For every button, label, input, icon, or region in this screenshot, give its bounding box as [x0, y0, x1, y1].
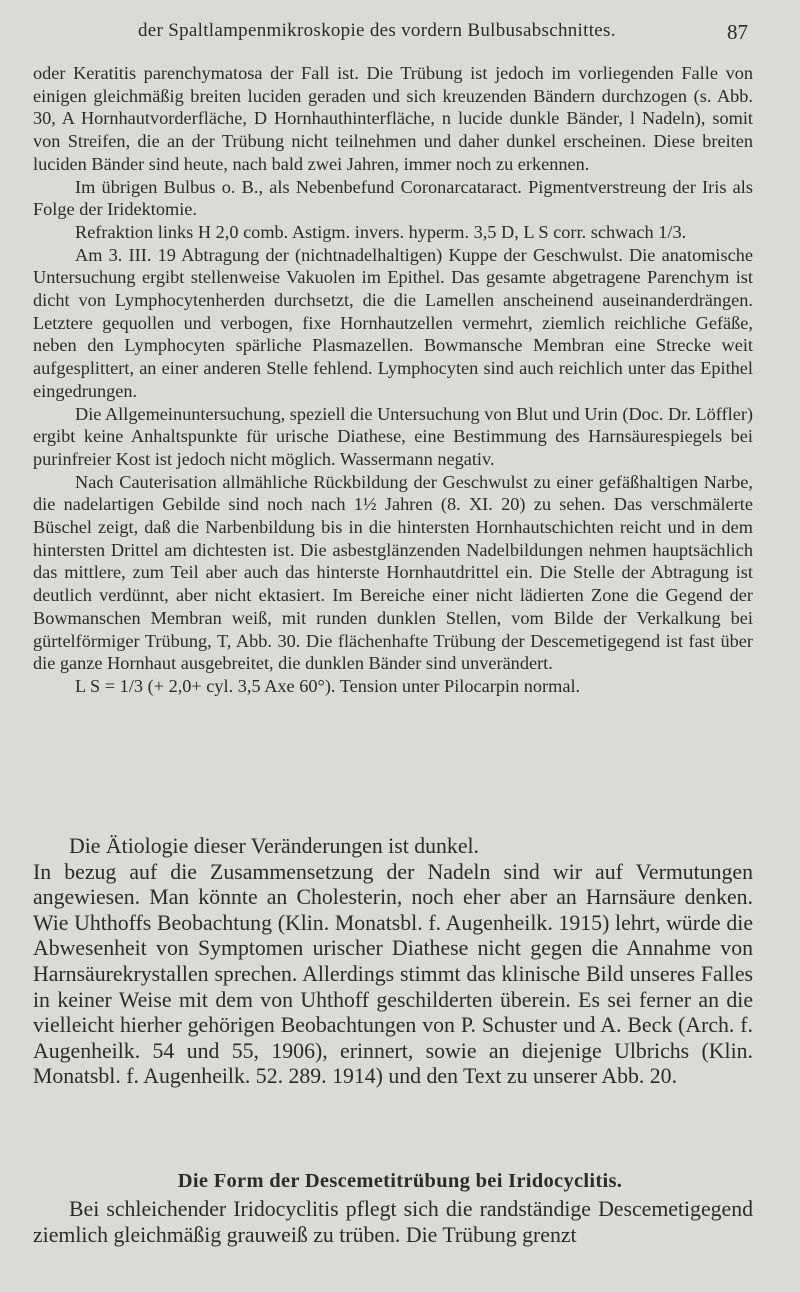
paragraph: Die Allgemeinuntersuchung, speziell die Untersuchung von Blut und Urin (Doc. Dr. Löffler) ergibt keine Anhaltspunkte für urische Diathese, eine Bestimmung des Harnsäurespiegels bei purinfreier Kost ist jedoch nicht möglich. Wassermann negativ.	[33, 403, 753, 469]
paragraph: Nach Cauterisation allmähliche Rückbildung der Geschwulst zu einer gefäßhaltigen Narbe, die nadelartigen Gebilde sind noch nach 1½ Jahren (8. XI. 20) zu sehen. Das verschmälerte Büschel zeigt, daß die Narbenbildung bis in die hintersten Hornhautschichten reicht und in dem hintersten Drittel am dichtesten ist. Die asbestglänzenden Nadelbildungen nehmen hauptsächlich das mittlere, zum Teil aber auch das hinterste Hornhautdrittel ein. Die Stelle der Abtragung ist deutlich verdünnt, aber nicht ektasiert. Im Bereiche einer nicht lädierten Zone die Gegend der Bowmanschen Membran weiß, mit runden dunklen Stellen, vom Bilde der Verkalkung bei gürtelförmiger Trübung, T, Abb. 30. Die flächenhafte Trübung der Descemetigegend ist fast über die ganze Hornhaut ausgebreitet, die dunklen Bänder sind unverändert.	[33, 471, 753, 674]
paragraph: oder Keratitis parenchymatosa der Fall ist. Die Trübung ist jedoch im vorliegenden Falle von einigen gleichmäßig breiten luciden geraden und sich kreuzenden Bändern durchzogen (s. Abb. 30, A Hornhautvorderfläche, D Hornhauthinterfläche, n lucide dunkle Bänder, l Nadeln), somit von Streifen, die an der Trübung nicht teilnehmen und daher dunkel erscheinen. Diese breiten luciden Bänder sind heute, nach bald zwei Jahren, immer noch zu erkennen.	[33, 63, 753, 174]
paragraph: Am 3. III. 19 Abtragung der (nichtnadelhaltigen) Kuppe der Geschwulst. Die anatomische Untersuchung ergibt stellenweise Vakuolen im Epithel. Das gesamte abgetragene Parenchym ist dicht von Lymphocytenherden durchsetzt, die die Lamellen anscheinend auseinanderdrängen. Letztere gequollen und verbogen, fixe Hornhautzellen vermehrt, ziemlich reichliche Gefäße, neben den Lymphocyten spärliche Plasmazellen. Bowmansche Membran eine Strecke weit aufgesplittert, an einer anderen Stelle fehlend. Lymphocyten sind auch reichlich unter das Epithel eingedrungen.	[33, 244, 753, 401]
page-number: 87	[727, 20, 748, 44]
paragraph: Die Ätiologie dieser Veränderungen ist dunkel.	[69, 834, 480, 858]
page-header	[0, 20, 800, 44]
section-body	[33, 1197, 753, 1248]
paragraph: Bei schleichender Iridocyclitis pflegt sich die randständige Descemetigegend ziemlich gleichmäßig grauweiß zu trüben. Die Trübung grenzt	[33, 1197, 753, 1247]
case-report-block	[33, 62, 753, 698]
section-heading: Die Form der Descemetitrübung bei Iridocyclitis.	[177, 1170, 623, 1192]
discussion-block	[33, 834, 753, 1090]
paragraph: Im übrigen Bulbus o. B., als Nebenbefund Coronarcataract. Pigmentverstreung der Iris als Folge der Iridektomie.	[33, 176, 753, 220]
paragraph: Refraktion links H 2,0 comb. Astigm. invers. hyperm. 3,5 D, L S corr. schwach 1/3.	[75, 221, 687, 242]
paragraph: In bezug auf die Zusammensetzung der Nadeln sind wir auf Vermutungen angewiesen. Man könnte an Cholesterin, noch eher aber an Harnsäure denken. Wie Uhthoffs Beobachtung (Klin. Monatsbl. f. Augenheilk. 1915) lehrt, würde die Abwesenheit von Symptomen urischer Diathese nicht gegen die Annahme von Harnsäurekrystallen sprechen. Allerdings stimmt das klinische Bild unseres Falles in keiner Weise mit dem von Uhthoff geschilderten überein. Es sei ferner an die vielleicht hierher gehörigen Beobachtungen von P. Schuster und A. Beck (Arch. f. Augenheilk. 54 und 55, 1906), erinnert, sowie an diejenige Ulbrichs (Klin. Monatsbl. f. Augenheilk. 52. 289. 1914) und den Text zu unserer Abb. 20.	[33, 859, 753, 1089]
paragraph: L S = 1/3 (+ 2,0+ cyl. 3,5 Axe 60°). Tension unter Pilocarpin normal.	[75, 675, 581, 696]
running-head: der Spaltlampenmikroskopie des vordern Bulbusabschnittes.	[138, 20, 616, 41]
